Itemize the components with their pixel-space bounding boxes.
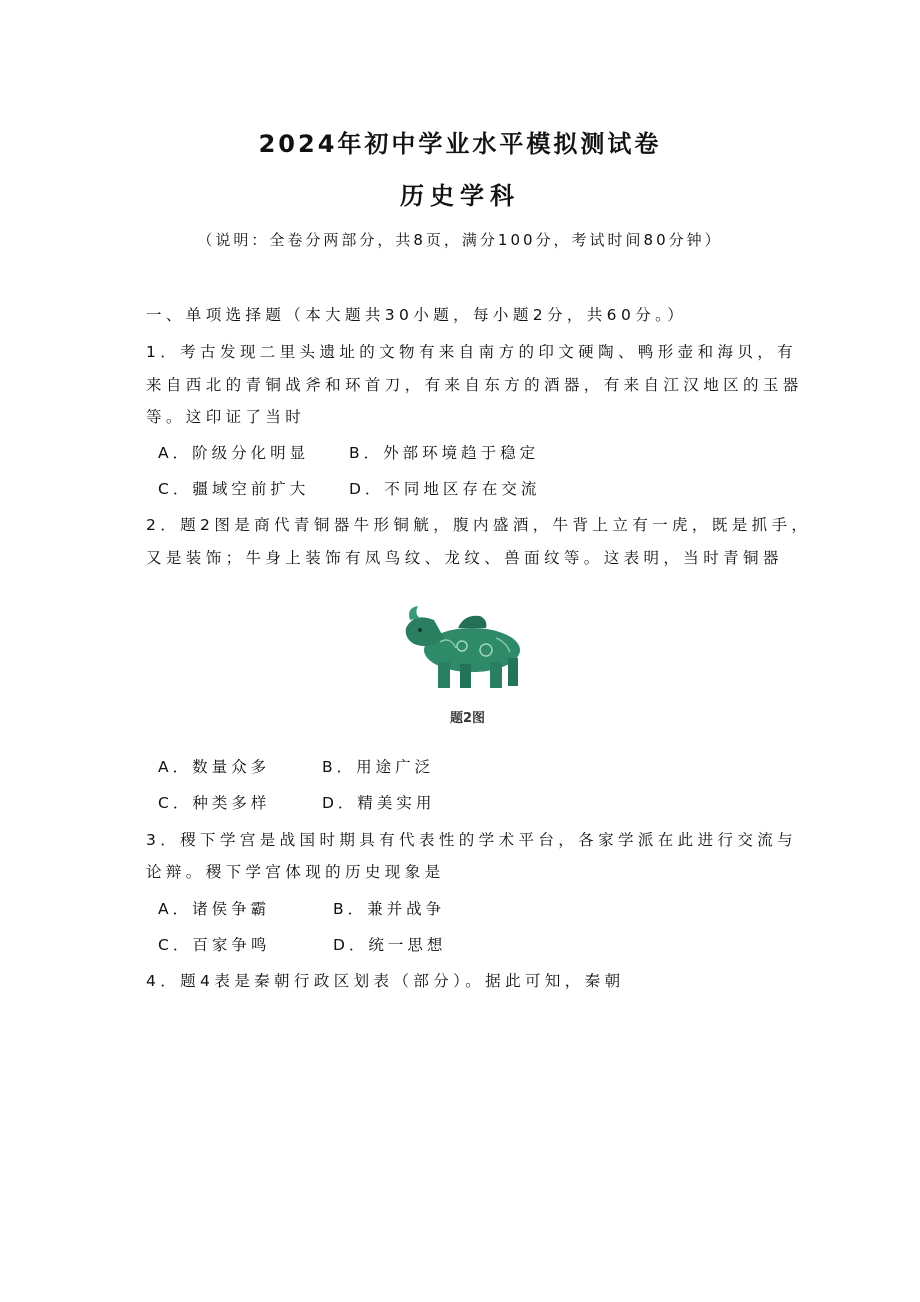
q1-option-b[interactable]: B．外部环境趋于稳定 bbox=[349, 444, 540, 462]
q3-option-b[interactable]: B．兼并战争 bbox=[333, 900, 446, 918]
q2-option-d[interactable]: D．精美实用 bbox=[322, 794, 436, 812]
q2-line-1: 2．题2图是商代青铜器牛形铜觥，腹内盛酒，牛背上立有一虎，既是抓手， bbox=[146, 516, 812, 534]
q3-option-a[interactable]: A．诸侯争霸 bbox=[158, 900, 271, 918]
figure-caption: 题2图 bbox=[450, 711, 486, 726]
q1-option-a[interactable]: A．阶级分化明显 bbox=[158, 444, 310, 462]
q3-option-d[interactable]: D．统一思想 bbox=[333, 936, 447, 954]
q1-line-3: 等。这印证了当时 bbox=[146, 408, 306, 426]
q4-line-1: 4．题4表是秦朝行政区划表（部分）。据此可知，秦朝 bbox=[146, 972, 625, 990]
exam-subject: 历史学科 bbox=[400, 182, 520, 210]
q1-line-1: 1．考古发现二里头遗址的文物有来自南方的印文硬陶、鸭形壶和海贝，有 bbox=[146, 343, 798, 361]
q2-option-a[interactable]: A．数量众多 bbox=[158, 758, 271, 776]
q2-line-2: 又是装饰；牛身上装饰有凤鸟纹、龙纹、兽面纹等。这表明，当时青铜器 bbox=[146, 549, 783, 567]
q3-option-c[interactable]: C．百家争鸣 bbox=[158, 936, 271, 954]
exam-title: 2024年初中学业水平模拟测试卷 bbox=[258, 130, 662, 158]
q2-option-c[interactable]: C．种类多样 bbox=[158, 794, 271, 812]
bronze-ox-vessel-image bbox=[400, 598, 530, 693]
q3-line-1: 3．稷下学宫是战国时期具有代表性的学术平台，各家学派在此进行交流与 bbox=[146, 831, 798, 849]
q1-option-d[interactable]: D．不同地区存在交流 bbox=[349, 480, 541, 498]
q1-option-c[interactable]: C．疆域空前扩大 bbox=[158, 480, 310, 498]
q2-option-b[interactable]: B．用途广泛 bbox=[322, 758, 435, 776]
q1-line-2: 来自西北的青铜战斧和环首刀，有来自东方的酒器，有来自江汉地区的玉器 bbox=[146, 376, 803, 394]
exam-note: （说明：全卷分两部分，共8页，满分100分，考试时间80分钟） bbox=[197, 231, 723, 249]
q3-line-2: 论辩。稷下学宫体现的历史现象是 bbox=[146, 863, 445, 881]
section-heading: 一、单项选择题（本大题共30小题，每小题2分，共60分。） bbox=[146, 306, 688, 324]
